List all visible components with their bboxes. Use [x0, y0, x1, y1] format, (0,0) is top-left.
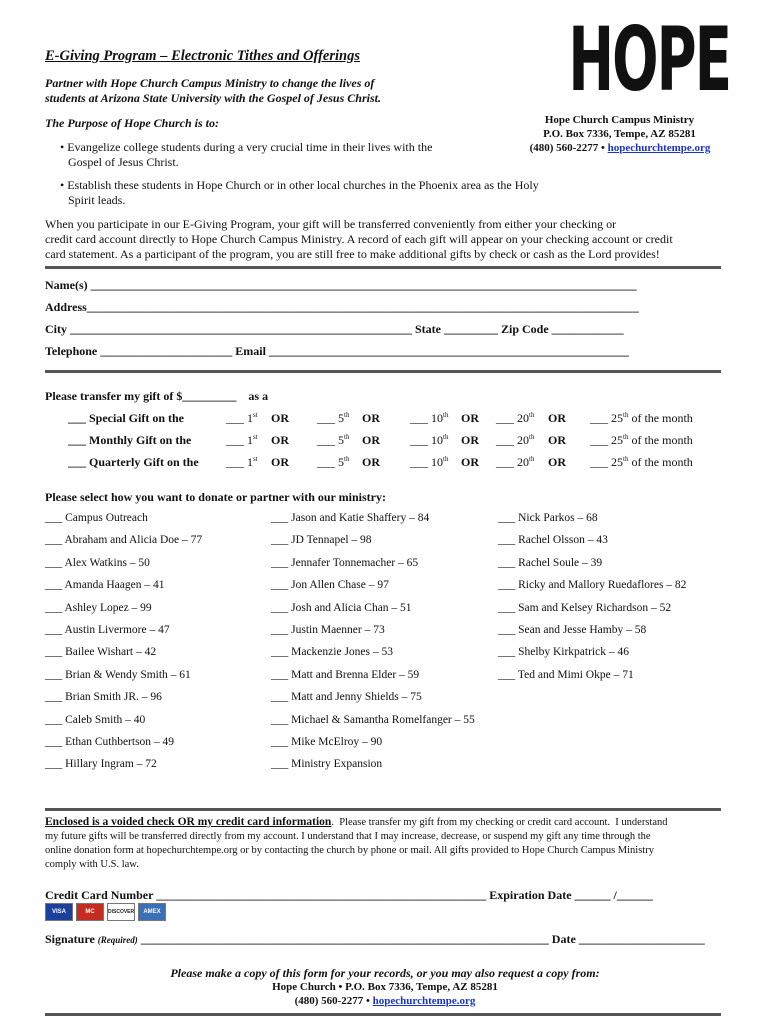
- day-blank: ___: [410, 433, 428, 447]
- day-number: 1: [247, 411, 253, 425]
- day-suffix: st: [253, 455, 258, 463]
- signature-field[interactable]: [45, 932, 705, 947]
- bullet-evangelize-1: • Evangelize college students during a very crucial time in their lives with the: [60, 140, 433, 154]
- signature-line: ____________________________________________________________________ Date _____________________: [140, 932, 705, 946]
- divider-4: [45, 1013, 721, 1016]
- day-blank: ___: [590, 433, 608, 447]
- divider-2: [45, 370, 721, 373]
- donation-option[interactable]: ___ Jason and Katie Shaffery – 84: [271, 512, 430, 524]
- of-the-month: of the month: [631, 433, 693, 447]
- day-blank: ___: [496, 411, 514, 425]
- logo-address: P.O. Box 7336, Tempe, AZ 85281: [543, 128, 696, 140]
- day-option[interactable]: [317, 433, 349, 448]
- or-separator: OR: [461, 411, 479, 425]
- gift-type-option[interactable]: ___ Quarterly Gift on the: [68, 455, 199, 469]
- day-option[interactable]: [590, 455, 693, 470]
- authorization-line-1: [45, 816, 668, 828]
- day-number: 25: [611, 433, 623, 447]
- day-blank: ___: [317, 433, 335, 447]
- day-option[interactable]: [410, 411, 448, 426]
- day-suffix: th: [529, 433, 535, 441]
- day-blank: ___: [590, 411, 608, 425]
- day-option[interactable]: [410, 433, 448, 448]
- or-separator: OR: [461, 455, 479, 469]
- donation-option[interactable]: ___ Brian Smith JR. – 96: [45, 691, 162, 704]
- day-option[interactable]: [590, 433, 693, 448]
- donation-option[interactable]: ___ Mike McElroy – 90: [271, 736, 383, 748]
- day-option[interactable]: [496, 411, 534, 426]
- bullet-establish-1: • Establish these students in Hope Church or in other local churches in the Phoenix area as the Holy: [60, 178, 539, 192]
- donation-option[interactable]: ___ Justin Maenner – 73: [271, 624, 385, 636]
- donation-option[interactable]: ___ Nick Parkos – 68: [498, 512, 598, 524]
- donation-option[interactable]: ___ Ricky and Mallory Ruedaflores – 82: [498, 579, 687, 592]
- purpose-heading: The Purpose of Hope Church is to:: [45, 116, 220, 130]
- donation-option[interactable]: ___ Matt and Brenna Elder – 59: [271, 668, 420, 681]
- day-suffix: st: [253, 433, 258, 441]
- donation-option[interactable]: ___ Caleb Smith – 40: [45, 713, 146, 726]
- day-option[interactable]: [410, 455, 448, 470]
- day-option[interactable]: [317, 411, 349, 426]
- donation-option[interactable]: ___ Josh and Alicia Chan – 51: [271, 601, 412, 614]
- donation-option[interactable]: ___ Jennafer Tonnemacher – 65: [271, 556, 419, 569]
- or-separator: OR: [461, 433, 479, 447]
- of-the-month: of the month: [631, 411, 693, 425]
- donation-option[interactable]: ___ Mackenzie Jones – 53: [271, 646, 393, 659]
- or-separator: OR: [548, 411, 566, 425]
- gift-type-option[interactable]: ___ Special Gift on the: [68, 411, 184, 425]
- logo-website-link[interactable]: hopechurchtempe.org: [607, 142, 711, 154]
- authorization-line-2: my future gifts will be transferred directly from my account. I understand that I may increase, decrease, or suspend my gift any time through the: [45, 831, 651, 842]
- day-suffix: th: [443, 433, 449, 441]
- day-suffix: th: [529, 455, 535, 463]
- donation-option[interactable]: ___ Rachel Olsson – 43: [498, 534, 608, 547]
- donate-prompt: Please select how you want to donate or partner with our ministry:: [45, 490, 386, 504]
- logo-phone: (480) 560-2277 •: [529, 142, 605, 154]
- copy-note: Please make a copy of this form for your records, or you may also request a copy from:: [170, 966, 600, 980]
- day-number: 25: [611, 455, 623, 469]
- donation-option[interactable]: ___ Ted and Mimi Okpe – 71: [498, 668, 634, 681]
- day-blank: ___: [496, 433, 514, 447]
- donation-option[interactable]: ___ Ashley Lopez – 99: [45, 601, 152, 614]
- logo-org: Hope Church Campus Ministry: [544, 114, 695, 126]
- day-blank: ___: [226, 433, 244, 447]
- footer-phone: (480) 560-2277 •: [294, 995, 370, 1007]
- city-state-zip-field[interactable]: City _________________________________________________________ State _________ Zip Code ____________: [45, 322, 624, 336]
- donation-option[interactable]: ___ Alex Watkins – 50: [45, 556, 150, 569]
- gift-type-option[interactable]: ___ Monthly Gift on the: [68, 433, 192, 447]
- donation-option[interactable]: ___ Shelby Kirkpatrick – 46: [498, 646, 629, 659]
- divider-3: [45, 808, 721, 811]
- hope-logo: [537, 8, 731, 111]
- or-separator: OR: [271, 455, 289, 469]
- address-field[interactable]: Address____________________________________________________________________________________________: [45, 300, 639, 314]
- donation-option[interactable]: ___ Matt and Jenny Shields – 75: [271, 691, 422, 704]
- donation-option[interactable]: ___ Austin Livermore – 47: [45, 624, 170, 636]
- donation-option[interactable]: ___ Rachel Soule – 39: [498, 556, 603, 569]
- donation-option[interactable]: ___ Abraham and Alicia Doe – 77: [45, 534, 203, 547]
- footer-website-link[interactable]: hopechurchtempe.org: [372, 995, 476, 1007]
- or-separator: OR: [548, 455, 566, 469]
- logo-contact: [520, 142, 720, 154]
- day-blank: ___: [496, 455, 514, 469]
- day-option[interactable]: [226, 411, 258, 426]
- day-suffix: th: [623, 455, 629, 463]
- day-suffix: th: [623, 411, 629, 419]
- day-blank: ___: [410, 455, 428, 469]
- divider-1: [45, 266, 721, 269]
- day-suffix: st: [253, 411, 258, 419]
- donation-option[interactable]: ___ Hillary Ingram – 72: [45, 758, 157, 771]
- day-blank: ___: [317, 411, 335, 425]
- day-number: 10: [431, 455, 443, 469]
- bullet-evangelize-2: Gospel of Jesus Christ.: [68, 155, 179, 169]
- intro-line-1: When you participate in our E-Giving Program, your gift will be transferred conveniently from either your checking or: [45, 217, 617, 231]
- donation-option[interactable]: ___ JD Tennapel – 98: [271, 534, 372, 547]
- card-logos: [45, 903, 169, 921]
- authorization-line-4: comply with U.S. law.: [45, 859, 139, 870]
- day-number: 1: [247, 455, 253, 469]
- names-field[interactable]: Name(s) ___________________________________________________________________________________________: [45, 278, 637, 292]
- donation-option[interactable]: ___ Sean and Jesse Hamby – 58: [498, 624, 647, 636]
- day-suffix: th: [344, 455, 350, 463]
- day-suffix: th: [443, 455, 449, 463]
- hope-logo-text: HOPE: [568, 8, 731, 111]
- enclosed-statement: Enclosed is a voided check OR my credit card information: [45, 816, 332, 828]
- footer-contact: [0, 995, 770, 1007]
- amex-icon: AMEX: [138, 903, 166, 921]
- day-number: 20: [517, 411, 529, 425]
- day-number: 20: [517, 455, 529, 469]
- day-blank: ___: [590, 455, 608, 469]
- day-suffix: th: [344, 433, 350, 441]
- discover-icon: DISCOVER: [107, 903, 135, 921]
- donation-option[interactable]: ___ Sam and Kelsey Richardson – 52: [498, 601, 672, 614]
- day-option[interactable]: [496, 455, 534, 470]
- day-number: 5: [338, 433, 344, 447]
- donation-option[interactable]: ___ Michael & Samantha Romelfanger – 55: [271, 713, 475, 726]
- intro-line-2: credit card account directly to Hope Church Campus Ministry. A record of each gift will appear on your checking account or credit: [45, 232, 673, 246]
- donation-option[interactable]: ___ Ethan Cuthbertson – 49: [45, 736, 175, 748]
- bullet-establish-2: Spirit leads.: [68, 193, 126, 207]
- intro-line-3: card statement. As a participant of the program, you are still free to make additional gifts by check or cash as the Lord provides!: [45, 247, 660, 261]
- day-blank: ___: [226, 455, 244, 469]
- day-blank: ___: [317, 455, 335, 469]
- donation-option[interactable]: ___ Campus Outreach: [45, 512, 148, 524]
- signature-label: Signature: [45, 932, 95, 946]
- day-option[interactable]: [226, 433, 258, 448]
- day-blank: ___: [226, 411, 244, 425]
- donation-option[interactable]: ___ Ministry Expansion: [271, 758, 383, 771]
- partner-line-2: students at Arizona State University with the Gospel of Jesus Christ.: [45, 91, 381, 105]
- telephone-email-field[interactable]: Telephone ______________________ Email ____________________________________________________________: [45, 344, 629, 358]
- or-separator: OR: [271, 433, 289, 447]
- or-separator: OR: [362, 411, 380, 425]
- day-suffix: th: [529, 411, 535, 419]
- of-the-month: of the month: [631, 455, 693, 469]
- donation-option[interactable]: ___ Brian & Wendy Smith – 61: [45, 668, 191, 681]
- partner-line-1: Partner with Hope Church Campus Ministry to change the lives of: [45, 76, 375, 90]
- signature-required: (Required): [97, 935, 138, 945]
- day-option[interactable]: [226, 455, 258, 470]
- or-separator: OR: [362, 455, 380, 469]
- visa-icon: VISA: [45, 903, 73, 921]
- day-number: 20: [517, 433, 529, 447]
- day-number: 1: [247, 433, 253, 447]
- day-blank: ___: [410, 411, 428, 425]
- footer-address: Hope Church • P.O. Box 7336, Tempe, AZ 85281: [272, 981, 498, 993]
- authorization-line-3: online donation form at hopechurchtempe.org or by contacting the church by phone or mail. All gifts provided to Hope Church Campus Ministry: [45, 845, 654, 856]
- or-separator: OR: [362, 433, 380, 447]
- day-number: 10: [431, 411, 443, 425]
- credit-card-field[interactable]: Credit Card Number _______________________________________________________ Expiration Date ______ /______: [45, 888, 653, 902]
- day-option[interactable]: [496, 433, 534, 448]
- page-title: E-Giving Program – Electronic Tithes and Offerings: [45, 48, 360, 64]
- donation-option[interactable]: ___ Amanda Haagen – 41: [45, 579, 165, 592]
- transfer-amount-field[interactable]: Please transfer my gift of $_________ as a: [45, 389, 269, 403]
- day-number: 10: [431, 433, 443, 447]
- day-suffix: th: [344, 411, 350, 419]
- mastercard-icon: MC: [76, 903, 104, 921]
- day-option[interactable]: [590, 411, 693, 426]
- donation-option[interactable]: ___ Bailee Wishart – 42: [45, 646, 157, 659]
- or-separator: OR: [271, 411, 289, 425]
- day-number: 5: [338, 411, 344, 425]
- day-number: 5: [338, 455, 344, 469]
- day-suffix: th: [443, 411, 449, 419]
- authorization-rest: . Please transfer my gift from my checking or credit card account. I understand: [331, 817, 668, 828]
- day-suffix: th: [623, 433, 629, 441]
- day-number: 25: [611, 411, 623, 425]
- day-option[interactable]: [317, 455, 349, 470]
- or-separator: OR: [548, 433, 566, 447]
- donation-option[interactable]: ___ Jon Allen Chase – 97: [271, 579, 389, 592]
